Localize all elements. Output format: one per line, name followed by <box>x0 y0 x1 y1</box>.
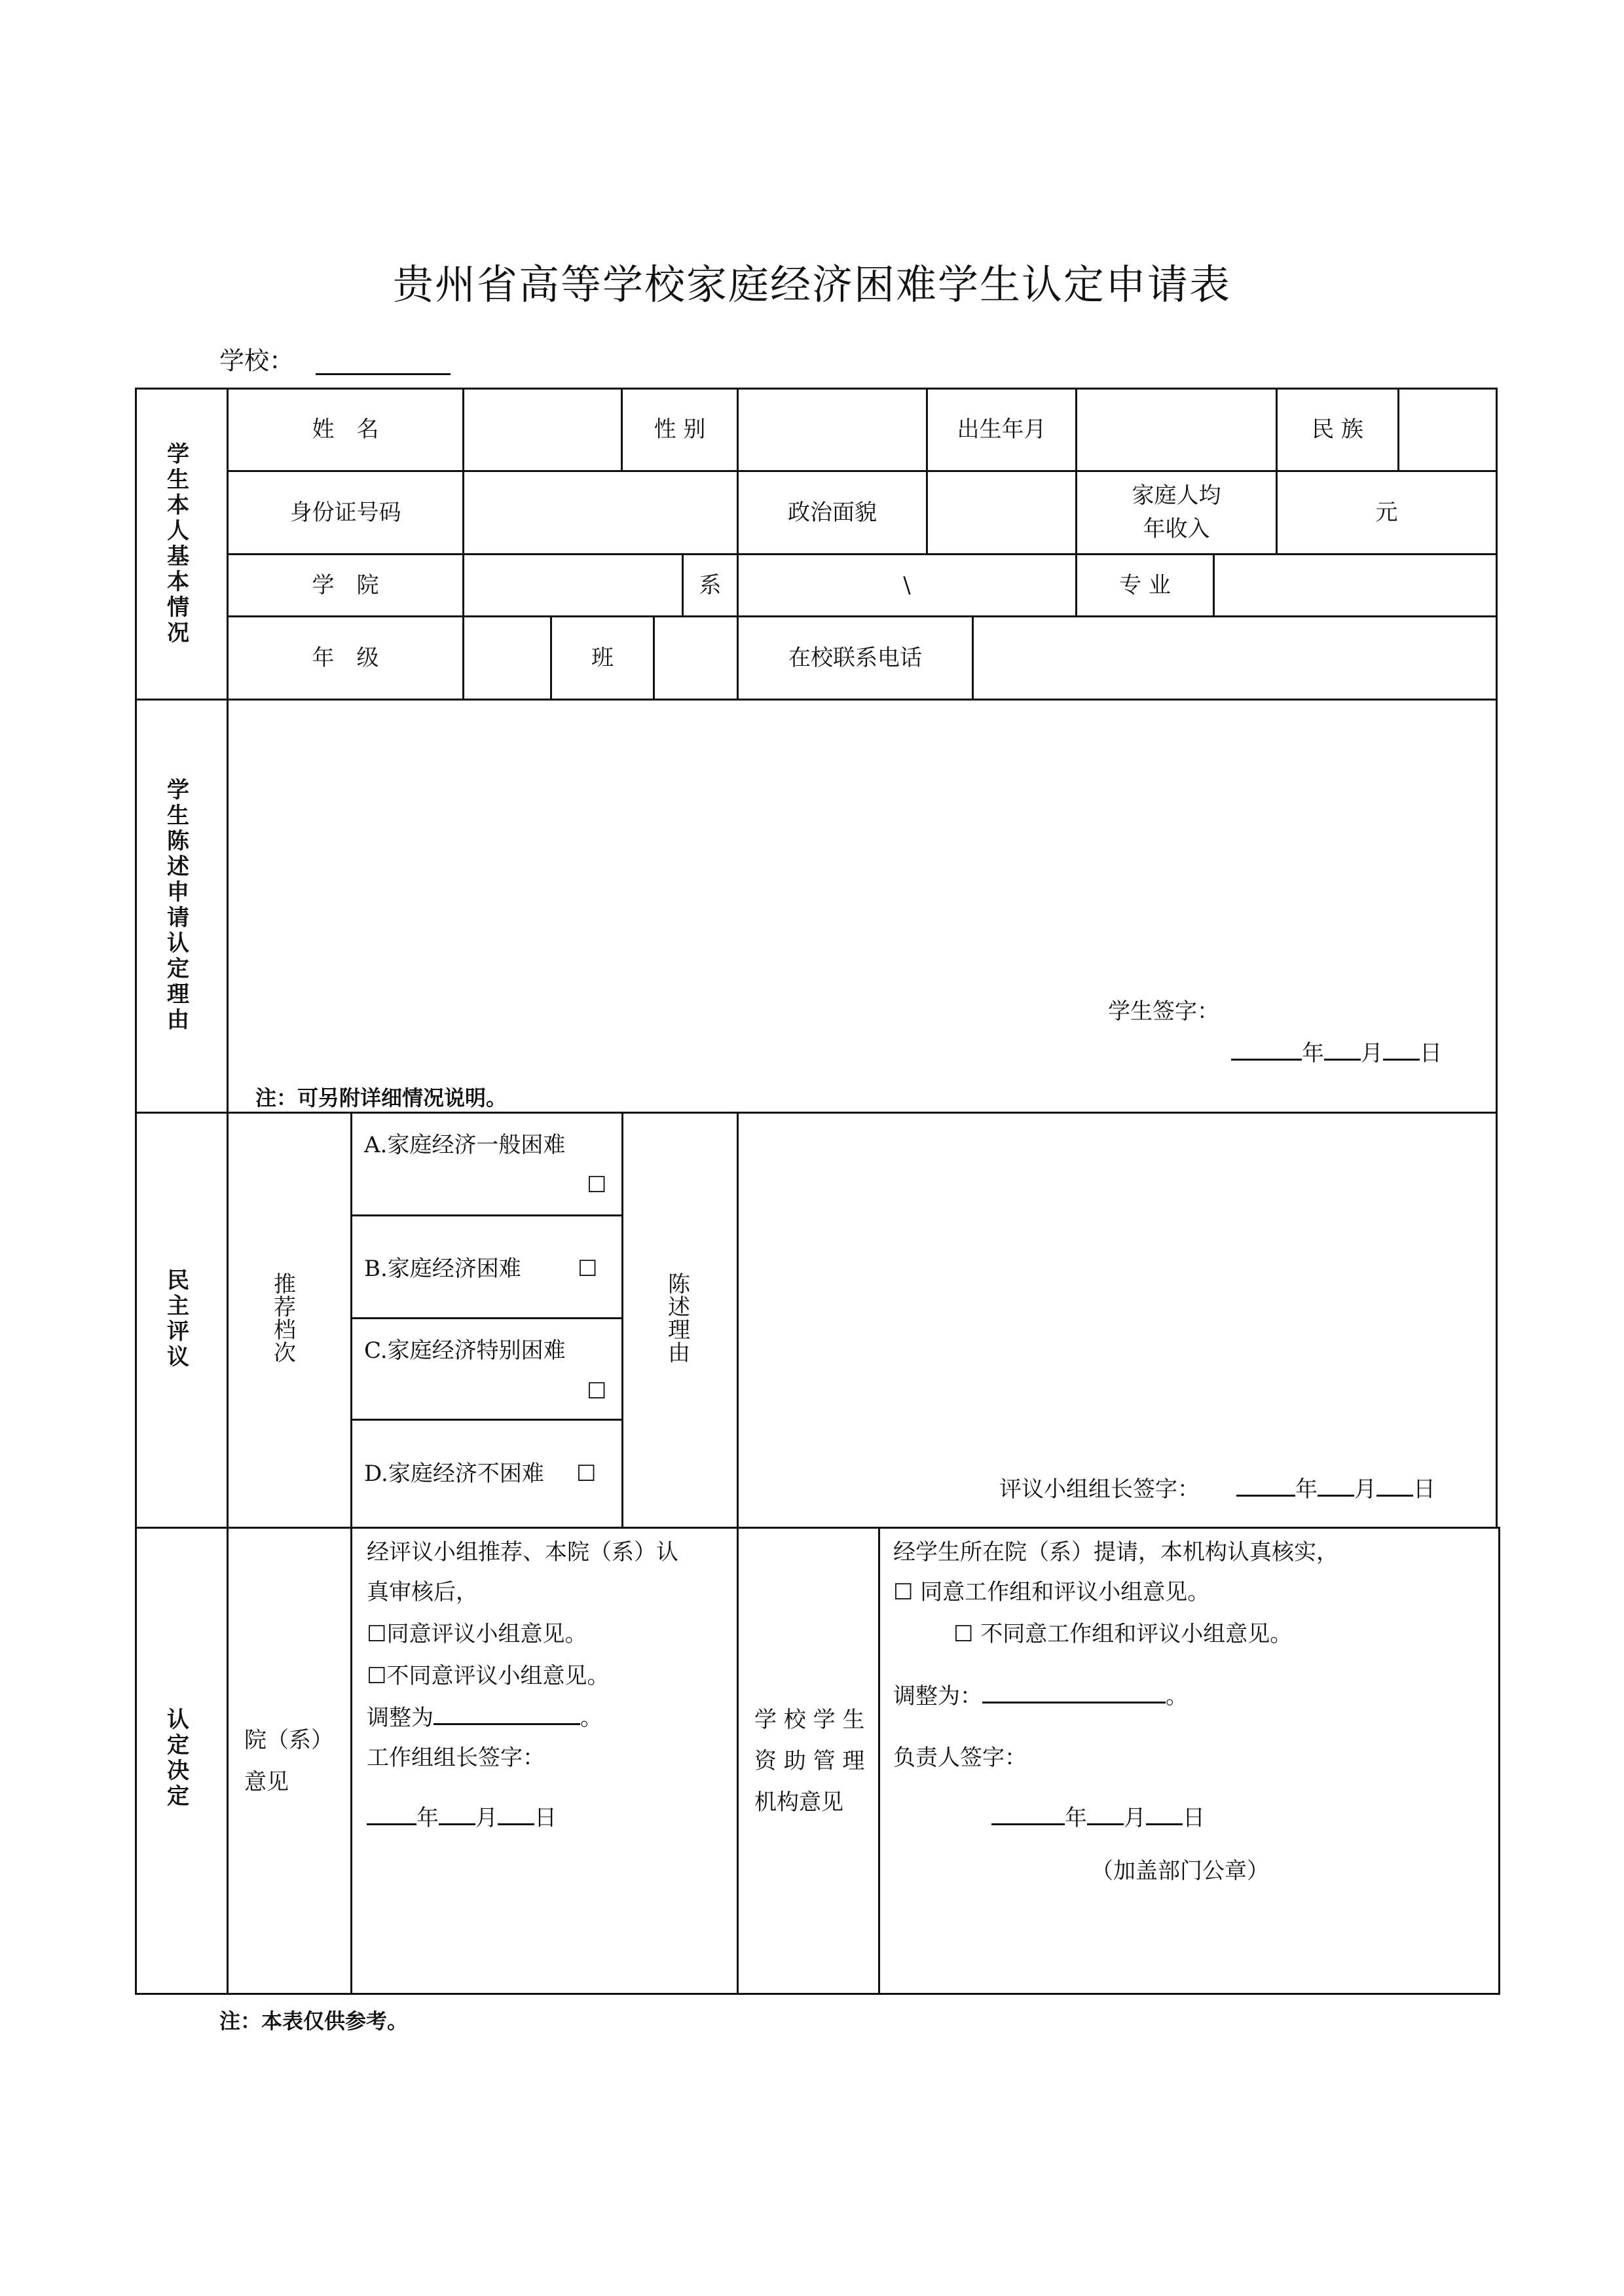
office-disagree-option[interactable]: ☐ 不同意工作组和评议小组意见。 <box>953 1621 1293 1647</box>
option-d-checkbox[interactable]: ☐ <box>576 1461 597 1487</box>
option-a-checkbox[interactable]: ☐ <box>587 1172 607 1198</box>
department-field[interactable] <box>739 555 1075 615</box>
footer-note: 注：本表仅供参考。 <box>219 2009 409 2033</box>
section-statement-label: 学生陈述申请认定理由 <box>167 777 189 1033</box>
college-sign-date: 年 月 日 <box>367 1802 557 1835</box>
college-leader-signature: 工作组组长签字： <box>367 1745 545 1771</box>
label-class: 班 <box>591 644 614 671</box>
office-agree-option[interactable]: ☐ 同意工作组和评议小组意见。 <box>893 1579 1210 1605</box>
college-adjust: 调整为 。 <box>367 1705 602 1731</box>
school-label: 学校： <box>219 346 295 375</box>
statement-textarea[interactable] <box>229 701 1496 989</box>
option-b-label: B.家庭经济困难 <box>364 1256 521 1282</box>
grade-field[interactable] <box>464 617 550 699</box>
day-blank[interactable] <box>1376 1475 1413 1497</box>
day-blank[interactable] <box>1146 1804 1183 1825</box>
class-field[interactable] <box>655 617 737 699</box>
section-basic-info-label: 学生本人基本情况 <box>167 441 189 646</box>
office-sign-date: 年 月 日 <box>991 1802 1205 1835</box>
label-major: 专 业 <box>1119 572 1171 598</box>
college-opinion-label: 院（系） <box>244 1727 333 1753</box>
label-household-income-line1: 家庭人均 <box>1132 483 1221 509</box>
income-unit: 元 <box>1375 499 1398 526</box>
label-birth-date: 出生年月 <box>957 416 1046 443</box>
statement-note: 注：可另附详细情况说明。 <box>255 1085 507 1110</box>
label-college: 学 院 <box>312 572 379 598</box>
label-id-number: 身份证号码 <box>289 499 401 526</box>
label-household-income-line2: 年收入 <box>1143 516 1210 542</box>
college-text-1: 经评议小组推荐、本院（系）认 <box>367 1539 678 1565</box>
college-text-2: 真审核后， <box>367 1579 478 1605</box>
household-income-field[interactable] <box>1278 472 1496 553</box>
id-number-field[interactable] <box>464 472 737 553</box>
college-field[interactable] <box>464 555 682 615</box>
reason-label: 陈述理由 <box>668 1271 690 1366</box>
office-leader-signature: 负责人签字： <box>893 1745 1027 1771</box>
college-opinion-label-2: 意见 <box>244 1769 289 1795</box>
section-review-label: 民主评议 <box>167 1267 189 1370</box>
label-phone: 在校联系电话 <box>788 644 922 671</box>
birth-date-field[interactable] <box>1077 390 1276 470</box>
office-label-2: 资 助 管 理 <box>754 1748 865 1774</box>
day-blank[interactable] <box>1383 1039 1420 1061</box>
office-label-1: 学 校 学 生 <box>754 1707 865 1733</box>
phone-field[interactable] <box>974 617 1496 699</box>
option-c-checkbox[interactable]: ☐ <box>587 1378 607 1404</box>
month-blank[interactable] <box>1087 1804 1124 1825</box>
year-blank[interactable] <box>991 1804 1065 1825</box>
office-stamp-note: （加盖部门公章） <box>1091 1858 1269 1884</box>
label-department: 系 <box>699 572 722 598</box>
label-grade: 年 级 <box>312 644 379 671</box>
ethnicity-field[interactable] <box>1399 390 1496 470</box>
student-signature-label: 学生签字： <box>1108 998 1219 1025</box>
office-adjust-field[interactable] <box>982 1682 1166 1704</box>
option-b-checkbox[interactable]: ☐ <box>578 1256 598 1282</box>
label-name: 姓 名 <box>312 416 379 443</box>
review-reason-textarea[interactable] <box>739 1114 1496 1454</box>
year-blank[interactable] <box>367 1804 416 1825</box>
option-c-label: C.家庭经济特别困难 <box>364 1338 566 1364</box>
political-status-field[interactable] <box>928 472 1075 553</box>
name-field[interactable] <box>464 390 621 470</box>
department-value: \ <box>903 572 911 598</box>
label-ethnicity: 民 族 <box>1312 416 1363 443</box>
label-gender: 性 别 <box>654 416 706 443</box>
day-blank[interactable] <box>498 1804 534 1825</box>
label-political-status: 政治面貌 <box>788 499 877 526</box>
student-sign-date[interactable]: 年 月 日 <box>1231 1037 1442 1070</box>
month-blank[interactable] <box>439 1804 475 1825</box>
month-blank[interactable] <box>1324 1039 1361 1061</box>
college-adjust-field[interactable] <box>434 1704 580 1725</box>
label-household-income <box>1077 472 1276 553</box>
year-blank[interactable] <box>1236 1475 1295 1497</box>
gender-field[interactable] <box>739 390 926 470</box>
month-blank[interactable] <box>1318 1475 1354 1497</box>
section-decision-label: 认定决定 <box>167 1707 189 1810</box>
school-field[interactable] <box>316 373 451 375</box>
page-title: 贵州省高等学校家庭经济困难学生认定申请表 <box>392 261 1231 308</box>
option-a-label: A.家庭经济一般困难 <box>364 1132 566 1158</box>
year-blank[interactable] <box>1231 1039 1302 1061</box>
review-leader-signature: 评议小组组长签字： 年 月 日 <box>999 1476 1435 1503</box>
option-d-label: D.家庭经济不困难 <box>364 1461 544 1487</box>
recommend-level-label: 推荐档次 <box>274 1271 296 1366</box>
office-adjust: 调整为： 。 <box>893 1683 1188 1709</box>
college-disagree-option[interactable]: ☐不同意评议小组意见。 <box>367 1663 610 1689</box>
college-agree-option[interactable]: ☐同意评议小组意见。 <box>367 1621 587 1647</box>
major-field[interactable] <box>1215 555 1496 615</box>
office-label-3: 机构意见 <box>754 1789 843 1815</box>
office-text-1: 经学生所在院（系）提请，本机构认真核实， <box>893 1539 1338 1565</box>
